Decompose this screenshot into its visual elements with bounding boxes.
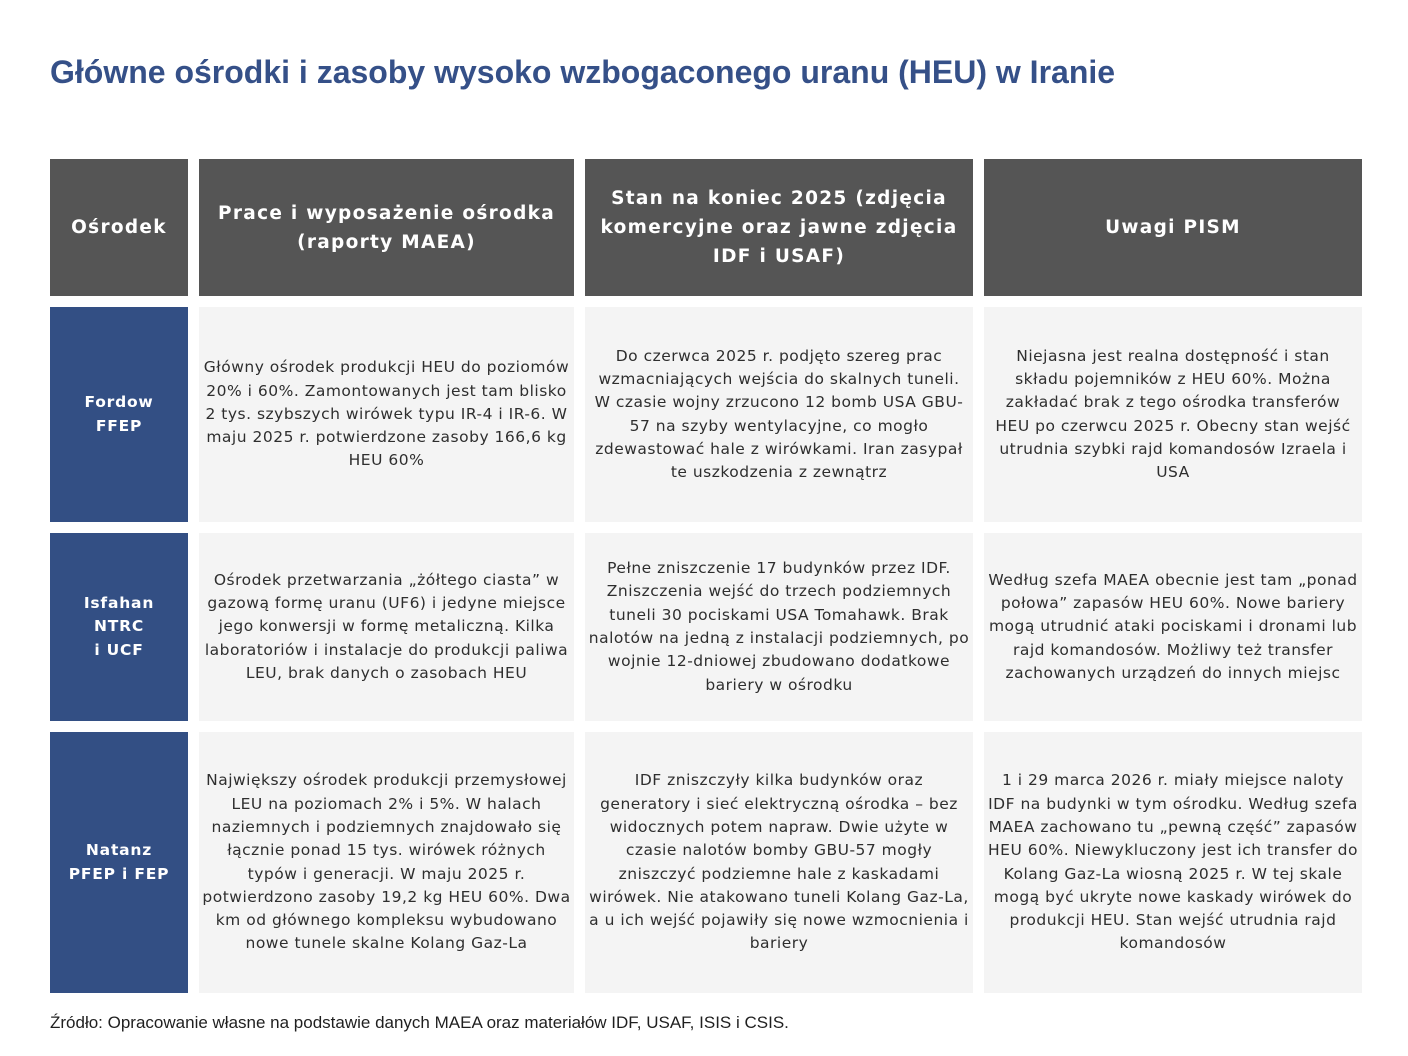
row-isfahan-notes: Według szefa MAEA obecnie jest tam „ponad połowa” zapasów HEU 60%. Nowe bariery mogą utrudnić ataki pociskami i dronami lub rajd komandosów. Możliwy też transfer zachowanych urządzeń do innych miejsc — [984, 533, 1362, 721]
source-note: Źródło: Opracowanie własne na podstawie danych MAEA oraz materiałów IDF, USAF, ISIS i CSIS. — [50, 1013, 789, 1032]
header-site: Ośrodek — [50, 159, 188, 296]
row-fordow-site: Fordow FFEP — [50, 307, 188, 522]
row-natanz-notes: 1 i 29 marca 2026 r. miały miejsce naloty IDF na budynki w tym ośrodku. Według szefa MAEA zachowano tu „pewną część” zapasów HEU 60%. Niewykluczony jest ich transfer do Kolang Gaz-La wiosną 2025 r. W tej skale mogą być ukryte nowe kaskady wirówek do produkcji HEU. Stan wejść utrudnia rajd komandosów — [984, 732, 1362, 993]
facilities-table — [50, 159, 1362, 993]
row-natanz-works: Największy ośrodek produkcji przemysłowej LEU na poziomach 2% i 5%. W halach naziemnych i podziemnych znajdowało się łącznie ponad 15 tys. wirówek różnych typów i generacji. W maju 2025 r. potwierdzono zasoby 19,2 kg HEU 60%. Dwa km od głównego kompleksu wybudowano nowe tunele skalne Kolang Gaz-La — [199, 732, 574, 993]
header-status: Stan na koniec 2025 (zdjęcia komercyjne oraz jawne zdjęcia IDF i USAF) — [585, 159, 973, 296]
row-natanz-status: IDF zniszczyły kilka budynków oraz generatory i sieć elektryczną ośrodka – bez widocznych potem napraw. Dwie użyte w czasie nalotów bomby GBU-57 mogły zniszczyć podziemne hale z kaskadami wirówek. Nie atakowano tuneli Kolang Gaz-La, a u ich wejść pojawiły się nowe wzmocnienia i bariery — [585, 732, 973, 993]
row-natanz-site: Natanz PFEP i FEP — [50, 732, 188, 993]
row-isfahan-site: Isfahan NTRC i UCF — [50, 533, 188, 721]
header-works: Prace i wyposażenie ośrodka (raporty MAEA) — [199, 159, 574, 296]
row-isfahan-status: Pełne zniszczenie 17 budynków przez IDF. Zniszczenia wejść do trzech podziemnych tuneli 30 pociskami USA Tomahawk. Brak nalotów na jedną z instalacji podziemnych, po wojnie 12-dniowej zbudowano dodatkowe bariery w ośrodku — [585, 533, 973, 721]
row-fordow-status: Do czerwca 2025 r. podjęto szereg prac wzmacniających wejścia do skalnych tuneli. W czasie wojny zrzucono 12 bomb USA GBU-57 na szyby wentylacyjne, co mogło zdewastować hale z wirówkami. Iran zasypał te uszkodzenia z zewnątrz — [585, 307, 973, 522]
row-fordow-notes: Niejasna jest realna dostępność i stan składu pojemników z HEU 60%. Można zakładać brak z tego ośrodka transferów HEU po czerwcu 2025 r. Obecny stan wejść utrudnia szybki rajd komandosów Izraela i USA — [984, 307, 1362, 522]
page-title: Główne ośrodki i zasoby wysoko wzbogaconego uranu (HEU) w Iranie — [50, 54, 1116, 90]
row-fordow-works: Główny ośrodek produkcji HEU do poziomów 20% i 60%. Zamontowanych jest tam blisko 2 tys. szybszych wirówek typu IR-4 i IR-6. W maju 2025 r. potwierdzone zasoby 166,6 kg HEU 60% — [199, 307, 574, 522]
row-isfahan-works: Ośrodek przetwarzania „żółtego ciasta” w gazową formę uranu (UF6) i jedyne miejsce jego konwersji w formę metaliczną. Kilka laboratoriów i instalacje do produkcji paliwa LEU, brak danych o zasobach HEU — [199, 533, 574, 721]
header-notes: Uwagi PISM — [984, 159, 1362, 296]
